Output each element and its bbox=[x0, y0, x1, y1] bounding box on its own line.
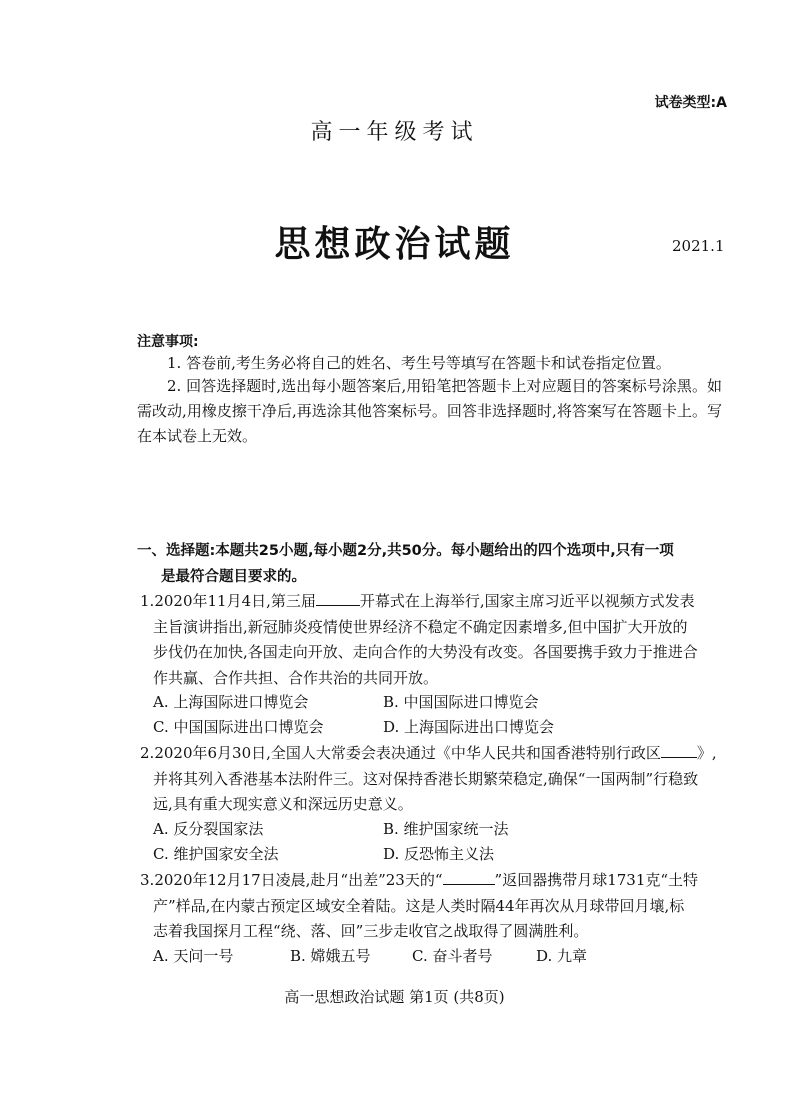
answer-blank bbox=[661, 742, 697, 758]
option-c: C. 维护国家安全法 bbox=[153, 845, 279, 863]
question-1 bbox=[140, 589, 720, 691]
option-c: C. 奋斗者号 bbox=[412, 947, 493, 965]
exam-date: 2021.1 bbox=[672, 237, 725, 255]
question-line: 步伐仍在加快,各国走向开放、走向合作的大势没有改变。各国要携手致力于推进合 bbox=[153, 643, 698, 661]
question-2 bbox=[140, 741, 720, 818]
option-b: B. 中国国际进口博览会 bbox=[383, 693, 539, 711]
page-footer: 高一思想政治试题 第1页 (共8页) bbox=[284, 988, 505, 1006]
question-line bbox=[140, 741, 720, 767]
question-number: 3. bbox=[140, 871, 155, 889]
question-line bbox=[140, 868, 720, 894]
option-d: D. 九章 bbox=[536, 947, 588, 965]
question-line: 作共赢、合作共担、合作共治的共同开放。 bbox=[153, 668, 439, 687]
option-a: A. 反分裂国家法 bbox=[153, 820, 264, 838]
question-text: 2020年6月30日,全国人大常委会表决通过《中华人民共和国香港特别行政区 bbox=[154, 744, 661, 762]
question-line: 远,具有重大现实意义和深远历史意义。 bbox=[153, 795, 413, 813]
subject-title: 思想政治试题 bbox=[274, 223, 515, 265]
exam-title: 高一年级考试 bbox=[310, 120, 479, 145]
section-heading-line: 是最符合题目要求的。 bbox=[161, 569, 306, 585]
question-line: 并将其列入香港基本法附件三。这对保持香港长期繁荣稳定,确保“一国两制”行稳致 bbox=[153, 769, 699, 788]
question-text: 2020年12月17日凌晨,赴月“出差”23天的“ bbox=[154, 871, 443, 889]
question-line: 志着我国探月工程“绕、落、回”三步走收官之战取得了圆满胜利。 bbox=[153, 922, 589, 940]
question-number: 2. bbox=[140, 744, 155, 762]
notice-heading: 注意事项: bbox=[137, 334, 199, 350]
paper-type-label: 试卷类型:A bbox=[654, 95, 727, 111]
option-b: B. 嫦娥五号 bbox=[290, 947, 371, 965]
notice-item: 1. 答卷前,考生务必将自己的姓名、考生号等填写在答题卡和试卷指定位置。 bbox=[167, 354, 671, 372]
option-b: B. 维护国家统一法 bbox=[383, 820, 509, 838]
question-text: 2020年11月4日,第三届 bbox=[154, 592, 316, 610]
question-text: 》, bbox=[696, 744, 717, 762]
option-a: A. 天问一号 bbox=[153, 947, 234, 965]
question-number: 1. bbox=[140, 592, 155, 610]
question-text: ”返回器携带月球1731克“土特 bbox=[494, 871, 699, 889]
option-d: D. 上海国际进出口博览会 bbox=[383, 718, 555, 736]
option-a: A. 上海国际进口博览会 bbox=[153, 693, 309, 711]
question-line bbox=[140, 589, 720, 615]
question-line: 主旨演讲指出,新冠肺炎疫情使世界经济不稳定不确定因素增多,但中国扩大开放的 bbox=[153, 617, 688, 636]
notice-item: 2. 回答选择题时,选出每小题答案后,用铅笔把答题卡上对应题目的答案标号涂黑。如需改动,用橡皮擦干净后,再选涂其他答案标号。回答非选择题时,将答案写在答题卡上。写在本试卷上无效。 bbox=[137, 377, 722, 445]
question-line: 产”样品,在内蒙古预定区域安全着陆。这是人类时隔44年再次从月球带回月壤,标 bbox=[153, 896, 685, 915]
answer-blank bbox=[443, 869, 495, 885]
question-3 bbox=[140, 868, 720, 945]
section-heading-line: 一、选择题:本题共25小题,每小题2分,共50分。每小题给出的四个选项中,只有一项 bbox=[137, 543, 674, 559]
option-c: C. 中国国际进出口博览会 bbox=[153, 718, 324, 736]
option-d: D. 反恐怖主义法 bbox=[383, 845, 495, 863]
answer-blank bbox=[316, 590, 360, 606]
section-heading bbox=[137, 538, 727, 590]
question-text: 开幕式在上海举行,国家主席习近平以视频方式发表 bbox=[359, 592, 695, 610]
